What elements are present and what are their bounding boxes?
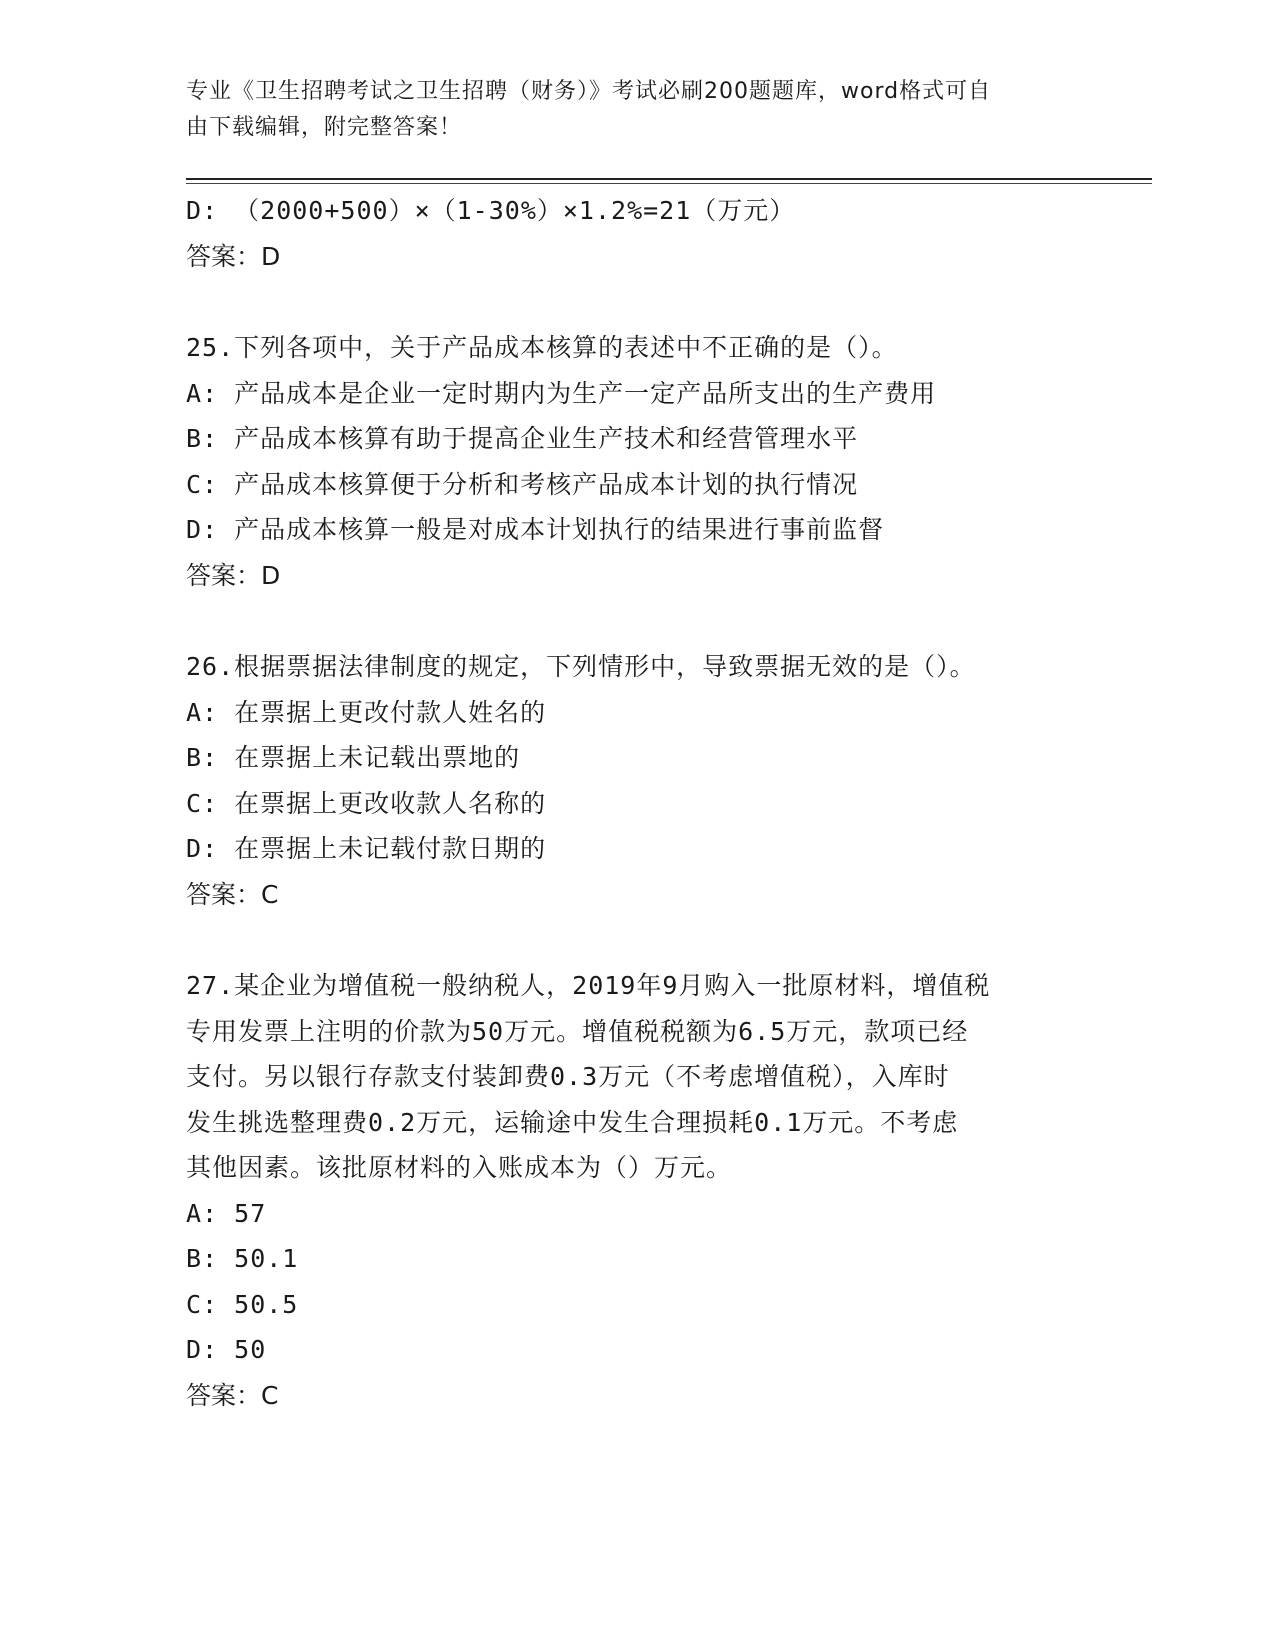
question-27 xyxy=(186,963,1086,1418)
previous-question-tail xyxy=(186,188,1086,279)
question-stem-line-4: 发生挑选整理费0.2万元，运输途中发生合理损耗0.1万元。不考虑 xyxy=(186,1107,959,1137)
question-26 xyxy=(186,644,1086,917)
option-d: D: （2000+500）×（1-30%）×1.2%=21（万元） xyxy=(186,196,796,225)
option-c: C: 50.5 xyxy=(186,1289,299,1319)
spacer xyxy=(186,917,1086,963)
option-a: A: 在票据上更改付款人姓名的 xyxy=(186,697,547,727)
question-25 xyxy=(186,325,1086,598)
question-stem: 25.下列各项中，关于产品成本核算的表述中不正确的是（）。 xyxy=(186,333,898,362)
option-c: C: 在票据上更改收款人名称的 xyxy=(186,788,547,818)
answer: 答案：C xyxy=(186,879,279,909)
answer: 答案：D xyxy=(186,560,281,590)
option-b: B: 产品成本核算有助于提高企业生产技术和经营管理水平 xyxy=(186,424,859,453)
document-body xyxy=(186,188,1086,1418)
option-b: B: 50.1 xyxy=(186,1244,299,1273)
header-rule-thick xyxy=(186,178,1152,180)
option-c: C: 产品成本核算便于分析和考核产品成本计划的执行情况 xyxy=(186,469,859,499)
question-stem-line-5: 其他因素。该批原材料的入账成本为（）万元。 xyxy=(186,1153,733,1182)
option-d: D: 产品成本核算一般是对成本计划执行的结果进行事前监督 xyxy=(186,515,885,544)
question-stem-line-2: 专用发票上注明的价款为50万元。增值税税额为6.5万元，款项已经 xyxy=(186,1016,969,1046)
option-a: A: 产品成本是企业一定时期内为生产一定产品所支出的生产费用 xyxy=(186,378,937,408)
question-stem: 26.根据票据法律制度的规定，下列情形中，导致票据无效的是（）。 xyxy=(186,652,976,681)
answer: 答案：C xyxy=(186,1380,279,1410)
option-d: D: 50 xyxy=(186,1335,267,1364)
document-header xyxy=(186,74,1066,146)
question-stem-line-1: 27.某企业为增值税一般纳税人，2019年9月购入一批原材料，增值税 xyxy=(186,971,991,1000)
spacer xyxy=(186,279,1086,325)
spacer xyxy=(186,598,1086,644)
header-line-1: 专业《卫生招聘考试之卫生招聘（财务）》考试必刷200题题库，word格式可自 xyxy=(186,79,992,104)
answer: 答案：D xyxy=(186,241,281,271)
question-stem-line-3: 支付。另以银行存款支付装卸费0.3万元（不考虑增值税），入库时 xyxy=(186,1062,950,1091)
option-b: B: 在票据上未记载出票地的 xyxy=(186,743,521,772)
header-rule-thin xyxy=(186,183,1152,184)
header-line-2: 由下载编辑，附完整答案！ xyxy=(186,115,463,140)
option-a: A: 57 xyxy=(186,1198,267,1228)
option-d: D: 在票据上未记载付款日期的 xyxy=(186,834,547,863)
